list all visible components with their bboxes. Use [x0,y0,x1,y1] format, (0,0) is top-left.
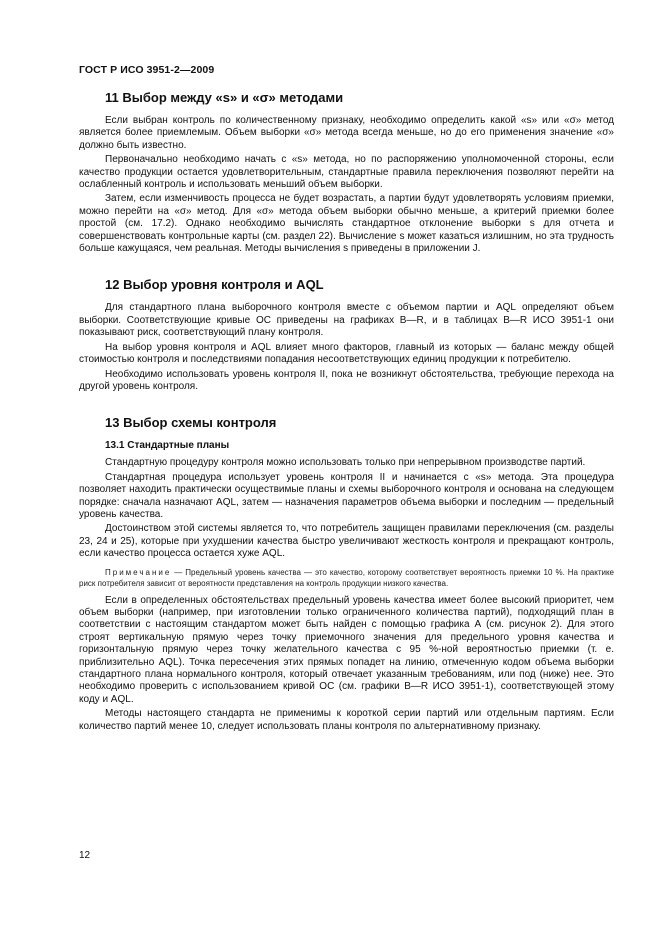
paragraph: Если в определенных обстоятельствах предельный уровень качества имеет более высокий приоритет, чем объем выборки (например, при изготовлении только ограниченного количества партий), подходящий план в соответствии с настоящим стандартом может быть найден с помощью графика А (см. рисунок 2). Для этого строят вертикальную прямую через точку приемочного значения для предельного уровня качества и горизонтальную прямую через точку желательного качества с 95 %-ной вероятностью приемки (т. е. приблизительно AQL). Точка пересечения этих прямых попадет на линию, отмеченную кодом объема выборки стандартного плана нормального контроля, который отвечает указанным требованиям, или под (ниже) нее. Это необходимо проверить с использованием кривой ОС (см. графики В—R ИСО 3951-1), соответствующей этому коду и AQL. [79,594,614,705]
paragraph: Методы настоящего стандарта не применимы к короткой серии партий или отдельным партиям. Если количество партий менее 10, следует использовать планы контроля по альтернативному признаку. [79,708,614,732]
paragraph: Стандартная процедура использует уровень контроля II и начинается с «s» метода. Эта процедура позволяет находить практически осуществимые планы и схемы выборочного контроля и основана на следующем порядке: сначала назначают AQL, затем — назначения параметров объема выборки и последним — предельный уровень качества. [79,471,614,520]
paragraph: Достоинством этой системы является то, что потребитель защищен правилами переключения (см. разделы 23, 24 и 25), которые при ухудшении качества быстро увеличивают жесткость контроля и прекращают контроль, если качество процесса остается хуже AQL. [79,523,614,560]
paragraph: На выбор уровня контроля и AQL влияет много факторов, главный из которых — баланс между общей стоимостью контроля и последствиями попадания несоответствующих единиц продукции к потребителю. [79,341,614,366]
paragraph: Необходимо использовать уровень контроля II, пока не возникнут обстоятельства, требующие перехода на другой уровень контроля. [79,368,614,392]
page-number: 12 [79,850,91,861]
section-11 [79,90,614,255]
note [79,567,614,589]
paragraph: Для стандартного плана выборочного контроля вместе с объемом партии и AQL определяют объем выборки. Соответствующие кривые ОС приведены на графиках В—R, и в таблицах В—R ИСО 3951-1 они показывают риск, соответствующий плану контроля. [79,302,614,339]
document-header: ГОСТ Р ИСО 3951-2—2009 [79,64,215,76]
note-text: — Предельный уровень качества — это качество, которому соответствует вероятность приемки 10 %. На практике риск потребителя зависит от вероятности представления на контроль продукции низкого качества. [79,567,614,588]
paragraph: Затем, если изменчивость процесса не будет возрастать, а партии будут удовлетворять условиям приемки, можно перейти на «σ» метод. Для «σ» метода объем выборки обычно меньше, а критерий приемки более простой (см. 17.2). Однако необходимо вычислять стандартное отклонение выборки s для отчета и совершенствовать контрольные карты (см. раздел 22). Вычисление s может казаться излишним, но эта трудность больше кажущаяся, чем реальная. Методы вычисления s приведены в приложении J. [79,193,614,255]
section-11-title: 11 Выбор между «s» и «σ» методами [105,90,344,105]
paragraph: Стандартную процедуру контроля можно использовать только при непрерывном производстве партий. [105,457,586,469]
document-page [79,64,614,735]
paragraph: Если выбран контроль по количественному признаку, необходимо определить какой «s» или «σ» метод является более приемлемым. Объем выборки «σ» метода всегда меньше, но до его применения значение «σ» должно быть известно. [79,115,614,151]
note-label: Примечание [105,567,172,577]
section-13 [79,415,614,733]
subsection-13-1-title: 13.1 Стандартные планы [105,440,230,452]
section-13-title: 13 Выбор схемы контроля [105,415,277,431]
paragraph: Первоначально необходимо начать с «s» метода, но по распоряжению уполномоченной стороны, если качество продукции остается удовлетворительным, стандартные правила переключения позволяют перейти на ослабленный контроль и использовать меньший объем выборки. [79,154,614,191]
section-12-title: 12 Выбор уровня контроля и AQL [105,277,324,293]
section-12 [79,277,614,393]
